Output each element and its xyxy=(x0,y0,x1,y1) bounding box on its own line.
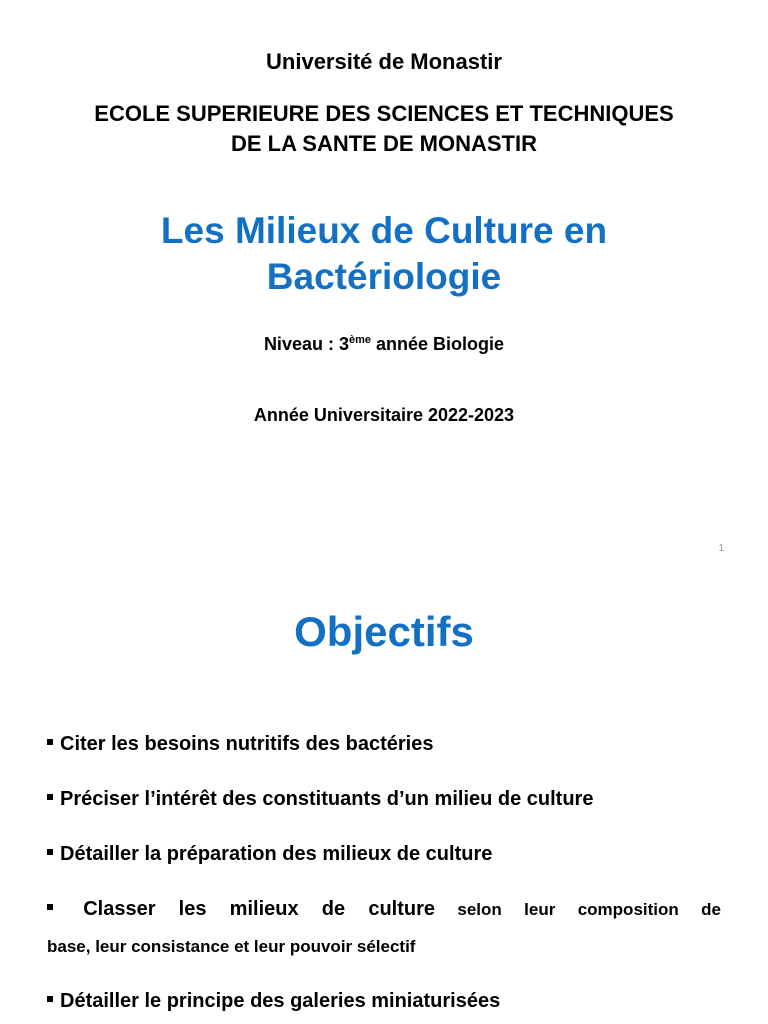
slide-title-line-1: Les Milieux de Culture en xyxy=(160,210,608,251)
level-prefix: Niveau : 3 xyxy=(263,334,349,354)
academic-year: Année Universitaire 2022-2023 xyxy=(253,405,515,425)
objective-item-continuation: base, leur consistance et leur pouvoir sélectif xyxy=(47,937,416,956)
objectives-title: Objectifs xyxy=(294,608,474,655)
level-superscript: ème xyxy=(348,334,372,346)
objective-text-rest: selon leur composition de xyxy=(435,900,721,919)
level-suffix: année Biologie xyxy=(371,334,505,354)
school-name-line-1: ECOLE SUPERIEURE DES SCIENCES ET TECHNIQUES xyxy=(94,101,674,126)
objective-item xyxy=(47,841,721,867)
objective-text: Préciser l’intérêt des constituants d’un milieu de culture xyxy=(60,788,594,810)
bullet-square-icon xyxy=(47,794,53,800)
page-number: 1 xyxy=(718,543,724,554)
school-name-line-2: DE LA SANTE DE MONASTIR xyxy=(231,131,537,156)
objective-text-bold: Classer les milieux de culture xyxy=(83,898,436,920)
objective-text: Citer les besoins nutritifs des bactéries xyxy=(60,733,434,755)
objective-item xyxy=(47,988,721,1014)
university-name: Université de Monastir xyxy=(266,49,502,74)
slide-title-line-2: Bactériologie xyxy=(266,256,502,297)
objective-item xyxy=(47,896,721,923)
bullet-square-icon xyxy=(47,739,53,745)
level-text xyxy=(0,332,768,356)
slide-title xyxy=(0,208,768,300)
objective-item xyxy=(47,731,721,757)
objective-item xyxy=(47,786,721,812)
bullet-square-icon xyxy=(47,996,53,1002)
bullet-square-icon xyxy=(47,904,53,910)
bullet-square-icon xyxy=(47,849,53,855)
objective-text: Détailler la préparation des milieux de culture xyxy=(60,843,493,865)
school-name xyxy=(0,99,768,159)
objective-text: Détailler le principe des galeries miniaturisées xyxy=(60,990,501,1012)
